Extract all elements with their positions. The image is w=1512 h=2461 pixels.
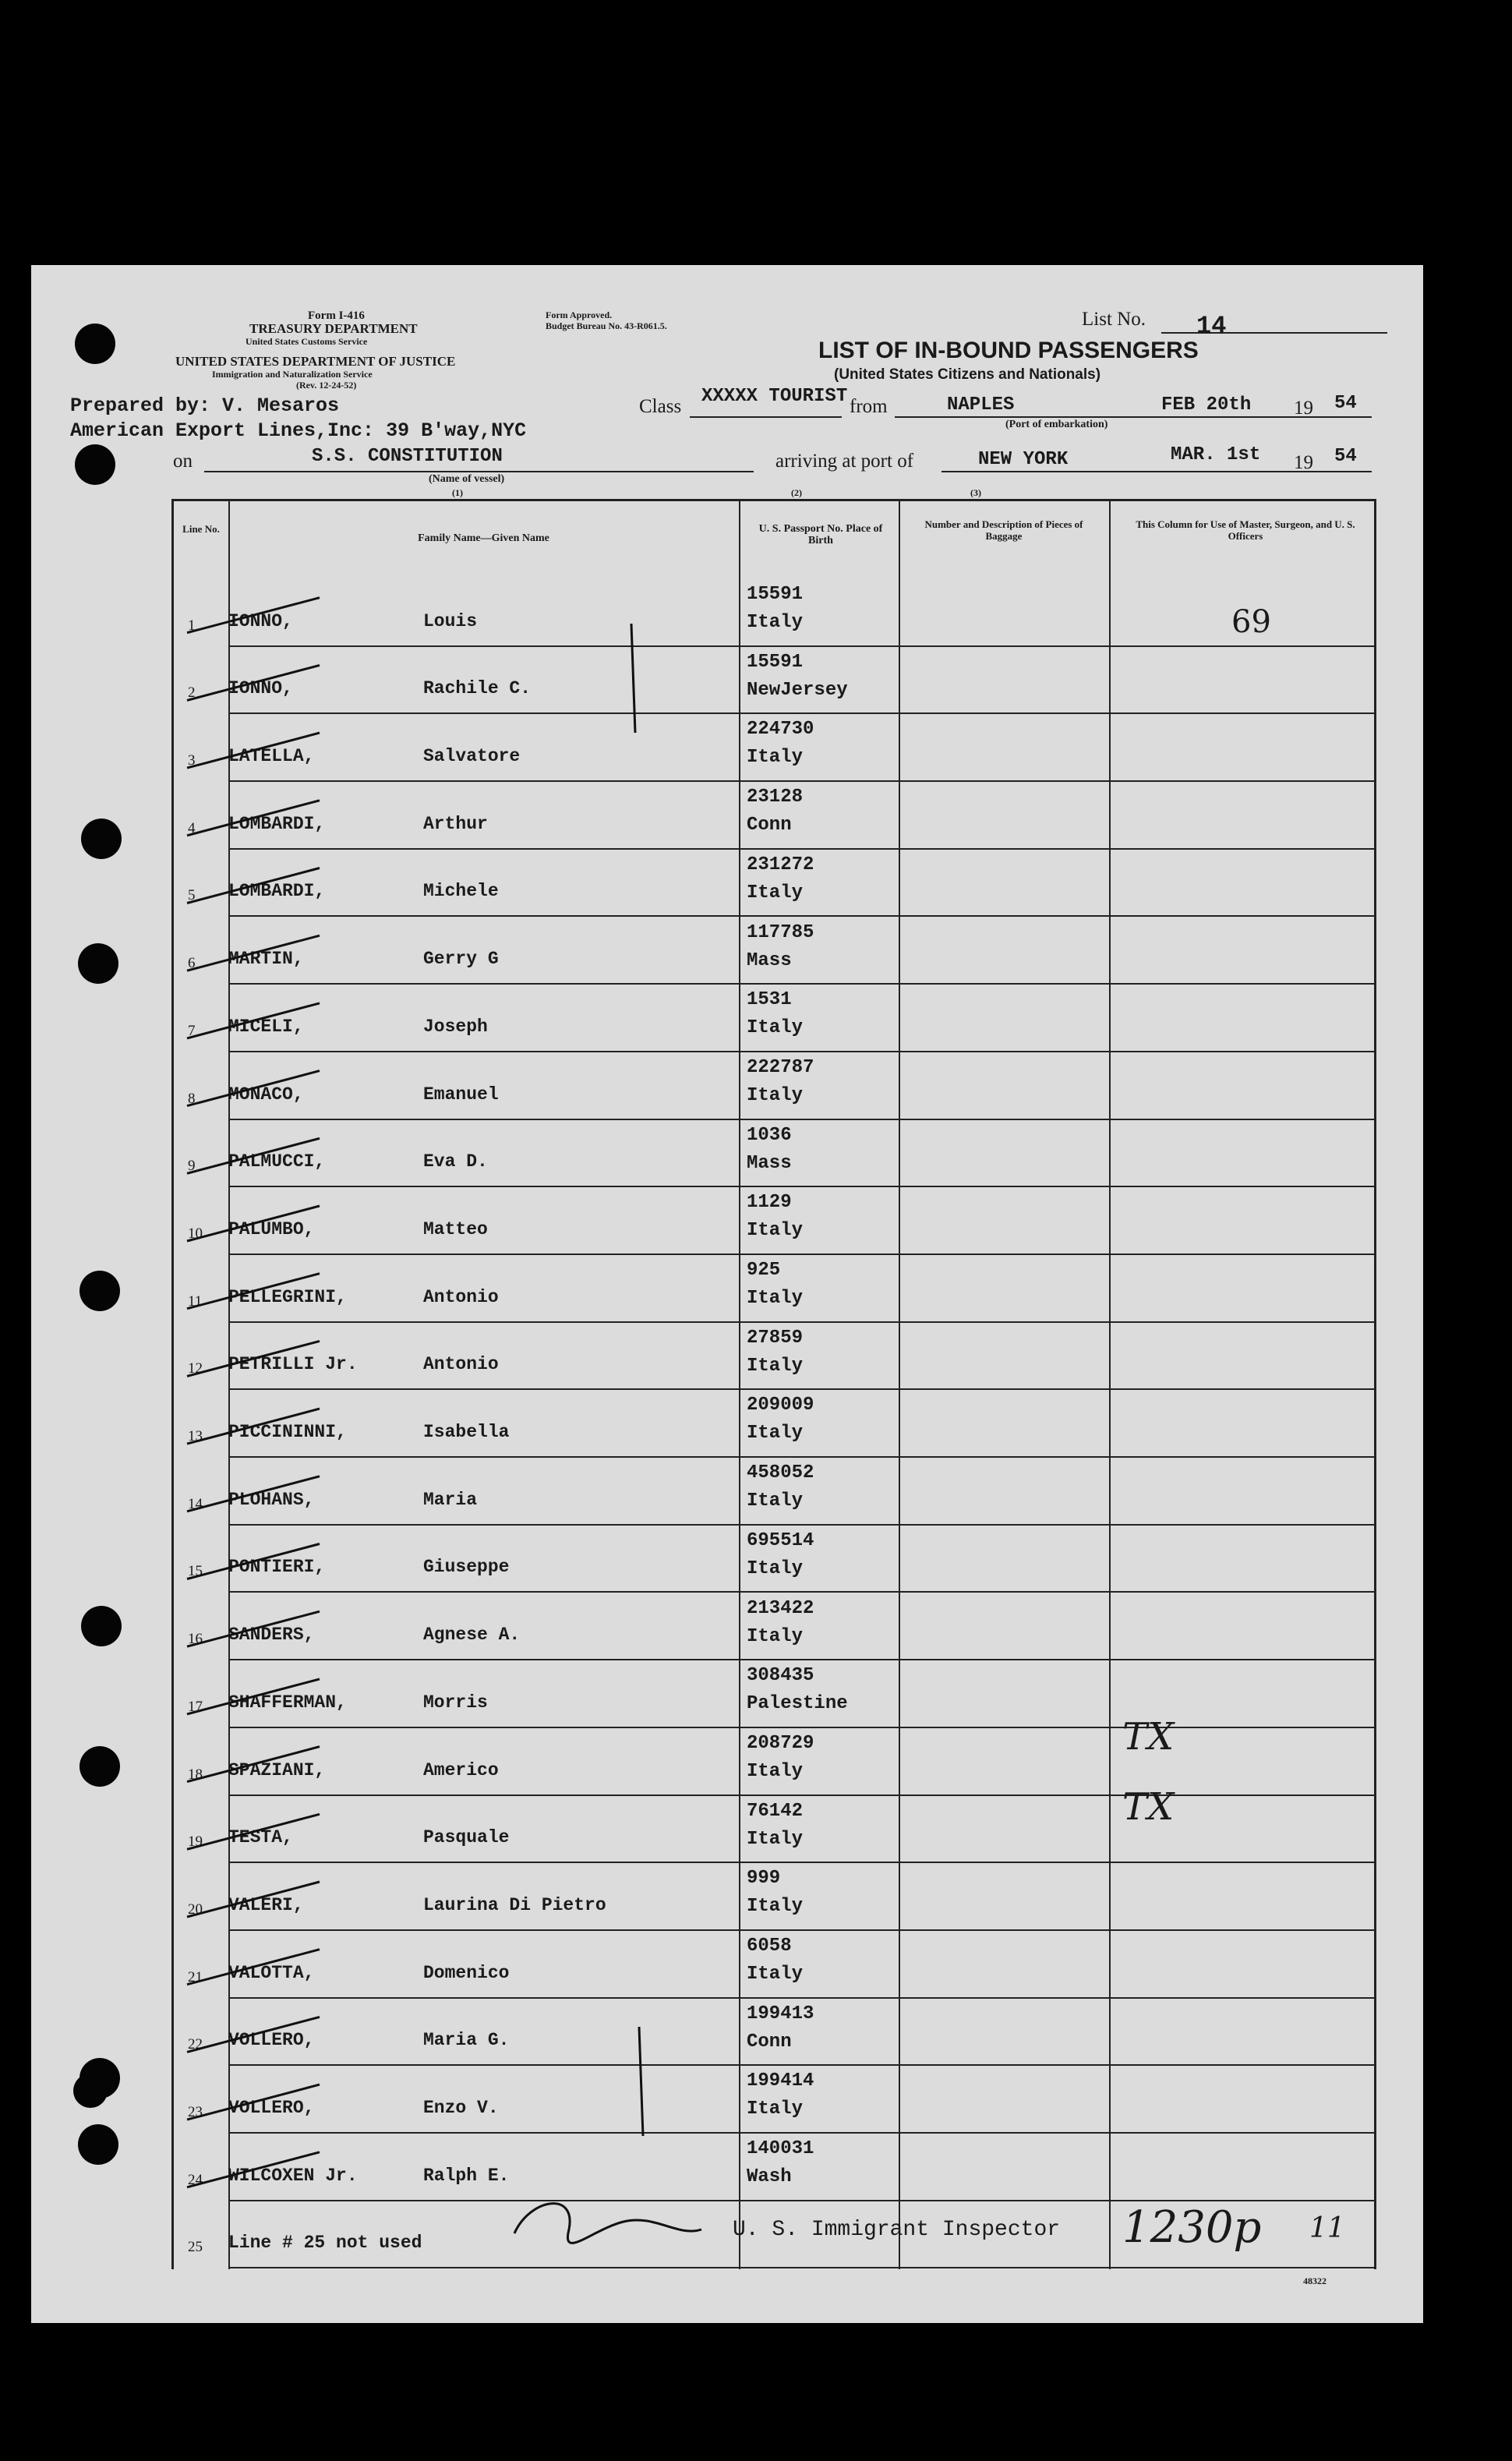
family-name: IONNO,: [228, 678, 293, 699]
place-of-birth: Italy: [747, 1288, 804, 1309]
place-of-birth: Mass: [747, 1152, 792, 1174]
check-mark: [187, 2152, 320, 2187]
place-of-birth: Italy: [747, 1017, 804, 1039]
col2-number: (2): [791, 487, 802, 498]
place-of-birth: Italy: [747, 1490, 804, 1512]
given-name: Americo: [423, 1759, 499, 1780]
ins-service: Immigration and Naturalization Service: [212, 369, 373, 380]
family-name: IONNO,: [228, 610, 293, 631]
line-number: 20: [188, 1901, 203, 1918]
family-name: VOLLERO,: [228, 2098, 315, 2119]
header-baggage: Number and Description of Pieces of Baggage: [924, 518, 1083, 542]
from-value: NAPLES: [947, 394, 1015, 415]
family-name: VOLLERO,: [228, 2030, 315, 2051]
given-name: Morris: [423, 1692, 488, 1713]
family-name: MICELI,: [228, 1016, 304, 1037]
time-stamp: 1230p: [1122, 2202, 1262, 2253]
place-of-birth: Italy: [747, 1355, 804, 1377]
form-number: Form I-416: [308, 309, 365, 322]
place-of-birth: Conn: [747, 815, 792, 836]
form-subtitle: (United States Citizens and Nationals): [834, 366, 1101, 383]
line-number: 6: [188, 955, 196, 972]
check-mark: [187, 1206, 320, 1241]
check-mark: [187, 733, 320, 768]
given-name: Pasquale: [423, 1827, 510, 1848]
check-mark: [187, 868, 320, 903]
passport-number: 458052: [747, 1462, 814, 1484]
arrival-year: 54: [1334, 446, 1357, 467]
place-of-birth: Italy: [747, 1558, 804, 1579]
passport-number: 231272: [747, 854, 814, 875]
customs-service: United States Customs Service: [246, 336, 368, 347]
given-name: Laurina Di Pietro: [423, 1894, 606, 1915]
class-label: Class: [639, 396, 682, 417]
check-mark: [187, 1814, 320, 1849]
passport-number: 23128: [747, 787, 804, 808]
line-number: 17: [188, 1698, 203, 1715]
check-mark: [187, 1409, 320, 1444]
checkmarks-layer: [171, 499, 1372, 2267]
line-number: 7: [188, 1022, 196, 1039]
given-name: Salvatore: [423, 746, 521, 767]
check-mark: [187, 2017, 320, 2052]
passport-number: 308435: [747, 1665, 814, 1687]
line-number: 11: [188, 1292, 203, 1310]
given-name: Michele: [423, 881, 499, 902]
line-number: 1: [188, 617, 196, 634]
header-passport: U. S. Passport No. Place of Birth: [758, 523, 883, 546]
passport-number: 209009: [747, 1395, 814, 1416]
port-embark-label: (Port of embarkation): [1005, 419, 1108, 430]
place-of-birth: Wash: [747, 2166, 792, 2188]
on-label: on: [173, 451, 193, 472]
given-name: Antonio: [423, 1286, 499, 1307]
inspector-label: U. S. Immigrant Inspector: [733, 2218, 1061, 2242]
family-name: PLOHANS,: [228, 1489, 315, 1510]
place-of-birth: Italy: [747, 747, 804, 769]
check-mark: [187, 665, 320, 700]
passport-number: 213422: [747, 1597, 814, 1619]
form-title: LIST OF IN-BOUND PASSENGERS: [818, 338, 1199, 363]
place-of-birth: Italy: [747, 1964, 804, 1985]
family-name: PICCININNI,: [228, 1422, 347, 1443]
arrival-port: NEW YORK: [978, 449, 1069, 470]
form-page: [31, 265, 1423, 2323]
line-number: 3: [188, 752, 196, 769]
place-of-birth: Italy: [747, 1423, 804, 1444]
line-number: 25: [188, 2239, 203, 2256]
check-mark: [187, 1274, 320, 1309]
arrival-year-prefix: 19: [1294, 452, 1313, 473]
passport-number: 6058: [747, 1936, 792, 1957]
given-name: Isabella: [423, 1422, 510, 1443]
header-line-no: Line No.: [182, 523, 220, 535]
check-mark: [187, 1679, 320, 1714]
vessel-name: S.S. CONSTITUTION: [312, 446, 503, 467]
arrival-date: MAR. 1st: [1171, 444, 1261, 465]
revision: (Rev. 12-24-52): [296, 380, 357, 391]
passport-number: 27859: [747, 1327, 804, 1349]
place-of-birth: Palestine: [747, 1693, 848, 1715]
budget-bureau: Budget Bureau No. 43-R061.5.: [546, 320, 667, 331]
place-of-birth: Italy: [747, 1220, 804, 1242]
given-name: Matteo: [423, 1218, 488, 1239]
list-no-label: List No.: [1082, 309, 1146, 330]
family-name: PONTIERI,: [228, 1557, 326, 1578]
check-mark: [187, 598, 320, 633]
col1-number: (1): [452, 487, 463, 498]
check-mark: [187, 1071, 320, 1106]
line-number: 15: [188, 1563, 203, 1580]
line-number: 22: [188, 2036, 203, 2053]
depart-year-prefix: 19: [1294, 398, 1313, 419]
place-of-birth: Italy: [747, 1828, 804, 1850]
check-mark: [187, 1003, 320, 1038]
depart-date: FEB 20th: [1161, 394, 1252, 415]
check-mark: [187, 1138, 320, 1173]
family-name: WILCOXEN Jr.: [228, 2165, 358, 2186]
check-mark: [187, 1341, 320, 1376]
check-mark: [187, 1544, 320, 1579]
line-number: 2: [188, 684, 196, 702]
passport-number: 199413: [747, 2003, 814, 2024]
line-number: 4: [188, 819, 196, 836]
family-name: VALERI,: [228, 1894, 304, 1915]
check-mark: [187, 935, 320, 971]
given-name: Domenico: [423, 1962, 510, 1983]
family-name: SPAZIANI,: [228, 1759, 326, 1780]
place-of-birth: Italy: [747, 882, 804, 903]
line-number: 14: [188, 1495, 203, 1512]
given-name: Maria: [423, 1489, 478, 1510]
line-number: 19: [188, 1833, 203, 1851]
family-name: PELLEGRINI,: [228, 1286, 347, 1307]
prepared-by: Prepared by: V. Mesaros: [70, 394, 340, 417]
given-name: Eva D.: [423, 1151, 488, 1172]
header-name: Family Name—Given Name: [418, 532, 549, 544]
family-name: LOMBARDI,: [228, 813, 326, 834]
passport-number: 15591: [747, 651, 804, 673]
given-name: Arthur: [423, 813, 488, 834]
justice-dept: UNITED STATES DEPARTMENT OF JUSTICE: [175, 354, 456, 369]
check-mark: [187, 801, 320, 836]
family-name: MONACO,: [228, 1084, 304, 1105]
passport-number: 76142: [747, 1800, 804, 1822]
given-name: Maria G.: [423, 2030, 510, 2051]
check-mark: [187, 1882, 320, 1917]
passenger-count: 69: [1231, 604, 1271, 640]
family-name: PALMUCCI,: [228, 1151, 326, 1172]
given-name: Antonio: [423, 1354, 499, 1375]
line-company: American Export Lines,Inc: 39 B'way,NYC: [70, 419, 527, 442]
footer-code: 48322: [1303, 2275, 1327, 2286]
given-name: Joseph: [423, 1016, 488, 1037]
passport-number: 925: [747, 1260, 781, 1281]
arriving-label: arriving at port of: [775, 451, 914, 472]
passport-number: 695514: [747, 1529, 814, 1551]
passport-number: 222787: [747, 1056, 814, 1078]
check-mark: [187, 1611, 320, 1646]
family-name: SHAFFERMAN,: [228, 1692, 347, 1713]
line-number: 21: [188, 1968, 203, 1985]
place-of-birth: Italy: [747, 2099, 804, 2120]
passport-number: 224730: [747, 719, 814, 741]
passport-number: 199414: [747, 2070, 814, 2092]
line-number: 16: [188, 1631, 203, 1648]
check-mark: [187, 2084, 320, 2120]
place-of-birth: Italy: [747, 1625, 804, 1647]
line-number: 10: [188, 1225, 203, 1242]
line-number: 23: [188, 2104, 203, 2121]
family-name: LATELLA,: [228, 746, 315, 767]
place-of-birth: Italy: [747, 1760, 804, 1782]
given-name: Emanuel: [423, 1084, 499, 1105]
tx-mark-2: TX: [1122, 1785, 1175, 1829]
line-number: 9: [188, 1158, 196, 1175]
from-label: from: [850, 396, 888, 417]
given-name: Giuseppe: [423, 1557, 510, 1578]
given-name: Agnese A.: [423, 1625, 521, 1646]
family-name: Line # 25 not used: [228, 2233, 422, 2254]
place-of-birth: Italy: [747, 612, 804, 633]
passport-number: 1531: [747, 989, 792, 1011]
line-number: 24: [188, 2171, 203, 2188]
treasury-dept: TREASURY DEPARTMENT: [249, 321, 418, 336]
given-name: Enzo V.: [423, 2098, 499, 2119]
given-name: Ralph E.: [423, 2165, 510, 2186]
passport-number: 1036: [747, 1124, 792, 1146]
depart-year: 54: [1334, 393, 1357, 414]
tx-mark-1: TX: [1122, 1715, 1175, 1759]
given-name: Rachile C.: [423, 678, 532, 699]
header-officers: This Column for Use of Master, Surgeon, and U. S. Officers: [1136, 518, 1355, 542]
line-number: 5: [188, 887, 196, 904]
passport-number: 15591: [747, 584, 804, 605]
place-of-birth: Italy: [747, 1896, 804, 1918]
place-of-birth: Conn: [747, 2031, 792, 2053]
place-of-birth: Italy: [747, 1084, 804, 1106]
line-number: 8: [188, 1090, 196, 1107]
col3-number: (3): [970, 487, 981, 498]
family-name: PALUMBO,: [228, 1218, 315, 1239]
family-name: PETRILLI Jr.: [228, 1354, 358, 1375]
check-mark: [187, 1476, 320, 1512]
line-number: 13: [188, 1428, 203, 1445]
passport-number: 1129: [747, 1192, 792, 1214]
line-number: 12: [188, 1360, 203, 1377]
form-approved: Form Approved.: [546, 309, 613, 320]
family-name: SANDERS,: [228, 1625, 315, 1646]
check-mark: [187, 1950, 320, 1985]
line-number: 18: [188, 1766, 203, 1783]
passport-number: 140031: [747, 2138, 814, 2160]
family-name: TESTA,: [228, 1827, 293, 1848]
passport-number: 208729: [747, 1732, 814, 1754]
family-name: VALOTTA,: [228, 1962, 315, 1983]
list-no-value: 14: [1196, 312, 1227, 341]
family-name: LOMBARDI,: [228, 881, 326, 902]
passport-number: 117785: [747, 921, 814, 943]
family-name: MARTIN,: [228, 949, 304, 970]
vessel-label: (Name of vessel): [429, 473, 505, 485]
place-of-birth: Mass: [747, 949, 792, 971]
class-value: XXXXX TOURIST: [701, 386, 848, 407]
passport-number: 999: [747, 1868, 781, 1890]
place-of-birth: NewJersey: [747, 679, 848, 701]
initials: 11: [1309, 2212, 1345, 2244]
given-name: Gerry G: [423, 949, 499, 970]
given-name: Louis: [423, 610, 478, 631]
check-mark: [187, 1747, 320, 1782]
